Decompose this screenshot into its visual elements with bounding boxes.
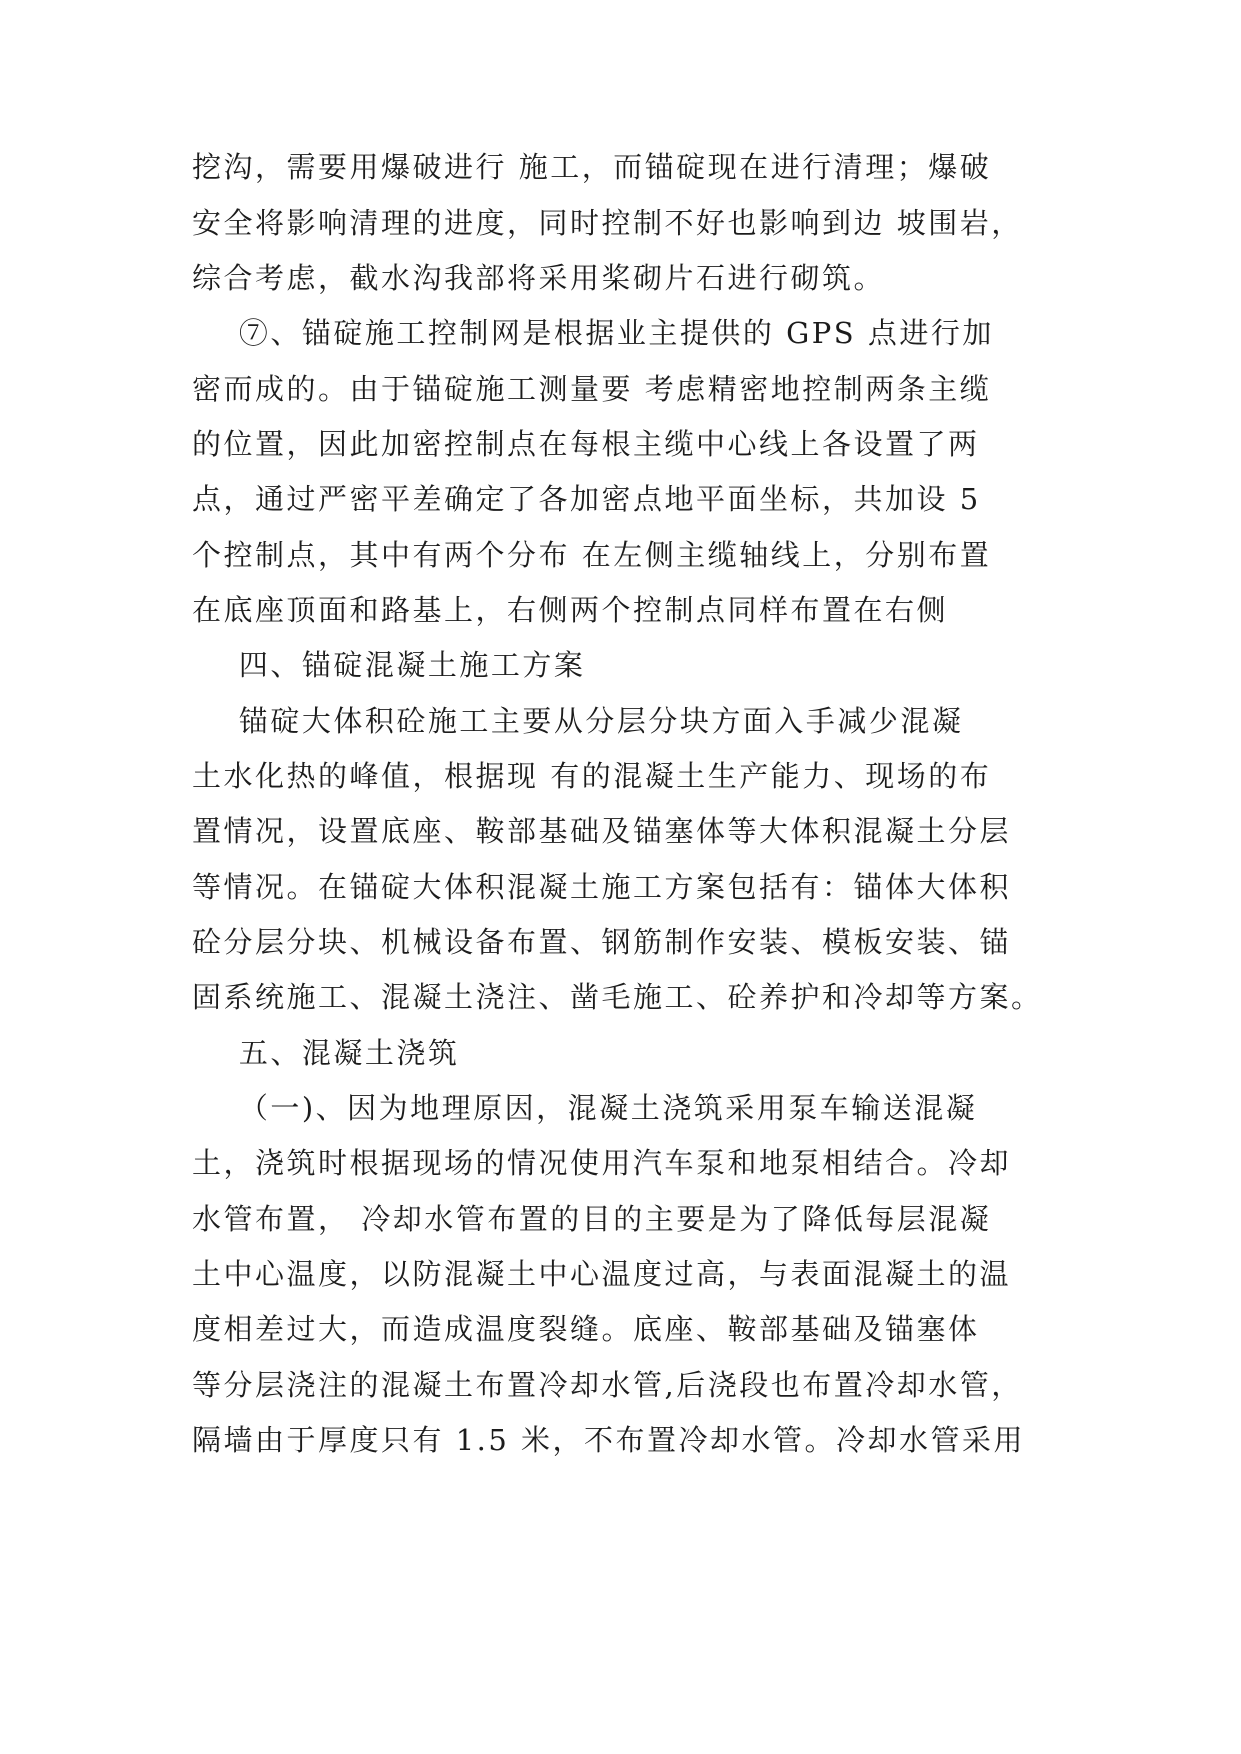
text-line: （一)、因为地理原因，混凝土浇筑采用泵车输送混凝 bbox=[192, 1091, 978, 1125]
text-line: 在底座顶面和路基上，右侧两个控制点同样布置在右侧 bbox=[192, 593, 949, 627]
text-line: 等情况。在锚碇大体积混凝土施工方案包括有：锚体大体积 bbox=[192, 870, 1012, 904]
text-line: 砼分层分块、机械设备布置、钢筋制作安装、模板安装、锚 bbox=[192, 925, 1012, 959]
text-line: 土中心温度，以防混凝土中心温度过高，与表面混凝土的温 bbox=[192, 1257, 1012, 1291]
text-line: 置情况，设置底座、鞍部基础及锚塞体等大体积混凝土分层 bbox=[192, 814, 1012, 848]
section-heading: 五、混凝土浇筑 bbox=[192, 1036, 460, 1070]
text-line: 等分层浇注的混凝土布置冷却水管,后浇段也布置冷却水管， bbox=[192, 1368, 1023, 1402]
text-line: 土，浇筑时根据现场的情况使用汽车泵和地泵相结合。冷却 bbox=[192, 1146, 1012, 1180]
text-line: 密而成的。由于锚碇施工测量要 考虑精密地控制两条主缆 bbox=[192, 372, 992, 406]
text-line: 隔墙由于厚度只有 1.5 米，不布置冷却水管。冷却水管采用 bbox=[192, 1423, 1026, 1457]
text-line: ⑦、锚碇施工控制网是根据业主提供的 GPS 点进行加 bbox=[192, 316, 994, 350]
text-line: 固系统施工、混凝土浇注、凿毛施工、砼养护和冷却等方案。 bbox=[192, 980, 1043, 1014]
text-line: 安全将影响清理的进度，同时控制不好也影响到边 坡围岩， bbox=[192, 206, 1023, 240]
section-heading: 四、锚碇混凝土施工方案 bbox=[192, 648, 586, 682]
text-line: 锚碇大体积砼施工主要从分层分块方面入手减少混凝 bbox=[192, 704, 964, 738]
text-line: 综合考虑，截水沟我部将采用桨砌片石进行砌筑。 bbox=[192, 261, 886, 295]
text-line: 度相差过大，而造成温度裂缝。底座、鞍部基础及锚塞体 bbox=[192, 1312, 980, 1346]
text-line: 点，通过严密平差确定了各加密点地平面坐标，共加设 5 bbox=[192, 482, 981, 516]
text-line: 的位置，因此加密控制点在每根主缆中心线上各设置了两 bbox=[192, 427, 980, 461]
text-line: 挖沟，需要用爆破进行 施工，而锚碇现在进行清理；爆破 bbox=[192, 150, 992, 184]
text-line: 水管布置， 冷却水管布置的目的主要是为了降低每层混凝 bbox=[192, 1202, 992, 1236]
text-line: 土水化热的峰值，根据现 有的混凝土生产能力、现场的布 bbox=[192, 759, 992, 793]
text-line: 个控制点，其中有两个分布 在左侧主缆轴线上，分别布置 bbox=[192, 538, 992, 572]
